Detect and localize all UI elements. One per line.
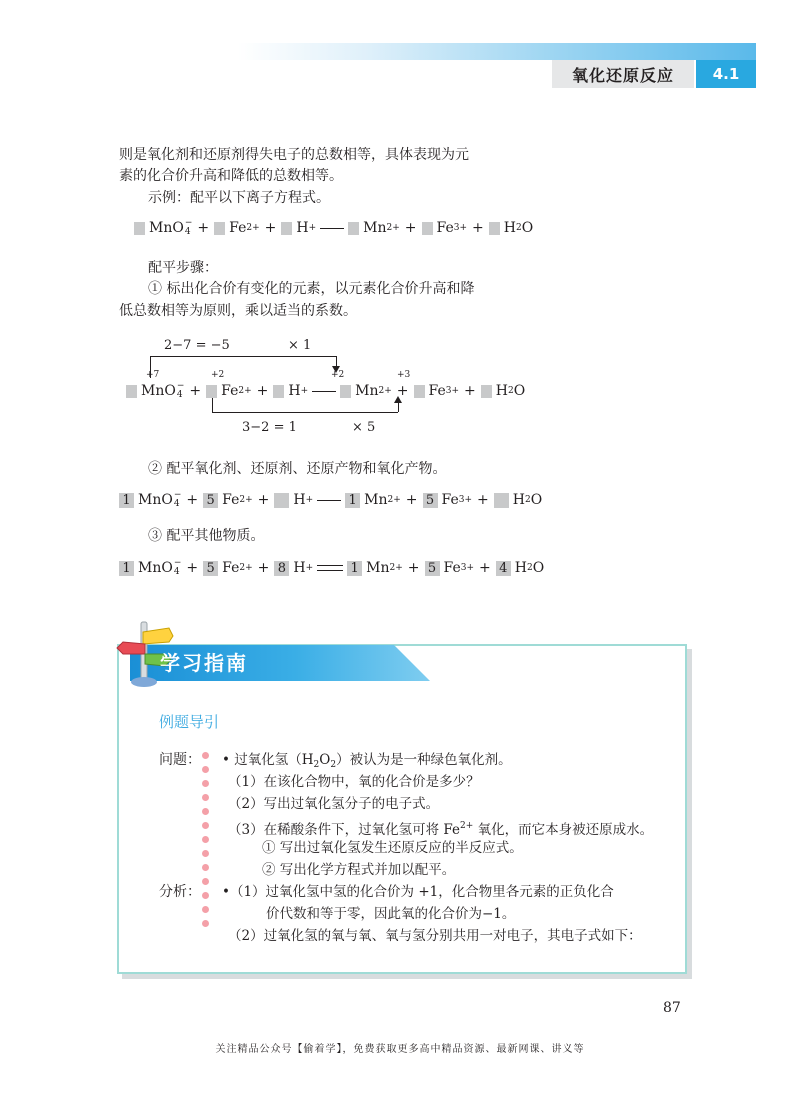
charge: − (184, 218, 193, 228)
charge: + (300, 386, 309, 396)
step2-text: ② 配平氧化剂、还原剂、还原产物和氧化产物。 (148, 461, 447, 477)
plus: + (477, 492, 489, 508)
coef-box (214, 222, 225, 235)
dot (202, 780, 209, 787)
species-mn2: Mn (363, 220, 387, 236)
dot (202, 822, 209, 829)
subscript: 2 (526, 563, 533, 573)
q-intro-a: • 过氧化氢（H (222, 752, 314, 768)
analysis-label: 分析： (159, 884, 201, 900)
fe-multiplier: × 5 (352, 420, 376, 435)
species-h: H (293, 560, 306, 576)
plus: + (197, 220, 210, 236)
question-3-sub-2: ② 写出化学方程式并加以配平。 (262, 862, 456, 878)
species-h2o-o: O (521, 220, 534, 236)
dot (202, 766, 209, 773)
reaction-arrow (320, 228, 344, 229)
coef-box (134, 222, 145, 235)
subscript: 2 (330, 760, 337, 770)
equation-oxidation-states (126, 381, 525, 401)
charge: + (305, 563, 314, 573)
bottom-bracket-right (398, 402, 399, 412)
plus: + (257, 560, 270, 576)
plus: + (396, 383, 409, 399)
species-fe2: Fe (221, 383, 239, 399)
coef-box: 5 (423, 493, 438, 508)
reaction-arrow (317, 500, 341, 501)
charge: 2+ (378, 386, 392, 396)
intro-line-1: 则是氧化剂和还原剂得失电子的总数相等，具体表现为元 (119, 147, 469, 163)
mn-multiplier: × 1 (288, 338, 312, 353)
subscript: 4 (173, 499, 180, 509)
ox-num-mn-right: +2 (331, 370, 345, 380)
section-number (696, 60, 756, 88)
header-gradient-strip (238, 43, 756, 60)
example-label: 示例：配平以下离子方程式。 (148, 190, 330, 206)
coef-box (274, 493, 289, 508)
coef-box (126, 385, 137, 398)
plus: + (256, 383, 269, 399)
charge: 2+ (246, 223, 260, 233)
charge: 2+ (389, 563, 403, 573)
charge: − (173, 558, 182, 568)
bottom-bracket-bar (212, 412, 398, 413)
guide-subtitle: 例题导引 (159, 713, 220, 731)
analysis-1-line-1: •（1）过氧化氢中氢的化合价为 +1，化合物里各元素的正负化合 (222, 884, 614, 900)
coef-box: 5 (203, 561, 218, 576)
coef-box (422, 222, 433, 235)
subscript: 2 (524, 495, 531, 505)
coef-box (414, 385, 425, 398)
charge: 3+ (453, 223, 468, 233)
coef-box (494, 493, 509, 508)
question-3 (228, 816, 653, 840)
mno4-supsub (174, 491, 182, 509)
charge: 2+ (238, 386, 252, 396)
plus: + (257, 492, 270, 508)
equation-unbalanced (134, 218, 533, 238)
subscript: 4 (176, 390, 183, 400)
plus: + (186, 560, 199, 576)
dot (202, 752, 209, 759)
dot-column (202, 752, 210, 934)
plus: + (479, 560, 491, 576)
chapter-title (552, 60, 694, 88)
footer-note: 关注精品公众号【偷着学】，免费获取更多高中精品资源、最新网课、讲义等 (215, 1044, 585, 1055)
species-h2o: H (512, 492, 525, 508)
species-mn2: Mn (355, 383, 379, 399)
question-2: （2）写出过氧化氢分子的电子式。 (228, 796, 440, 812)
step1-line-1: ① 标出化合价有变化的元素，以元素化合价升高和降 (148, 281, 475, 297)
dot (202, 864, 209, 871)
coef-box (340, 385, 351, 398)
species-h: H (296, 220, 309, 236)
mno4-supsub (174, 559, 182, 577)
subscript: 2 (515, 223, 522, 233)
subscript: 2 (507, 386, 514, 396)
ox-num-fe-left: +2 (211, 370, 225, 380)
section-number-text: 4.1 (712, 65, 740, 83)
species-h2o-o: O (513, 383, 526, 399)
equals-arrow (317, 565, 343, 571)
coef-box (281, 222, 292, 235)
species-mn2: Mn (364, 492, 388, 508)
chapter-title-text: 氧化还原反应 (571, 65, 674, 85)
bottom-bracket-left (212, 398, 213, 412)
coef-box: 5 (203, 493, 218, 508)
analysis-1-line-2: 价代数和等于零，因此氧的化合价为−1。 (266, 906, 516, 922)
charge: 2+ (386, 223, 400, 233)
subscript: 4 (173, 567, 180, 577)
charge: 2+ (239, 495, 253, 505)
coef-box: 5 (425, 561, 440, 576)
plus: + (189, 383, 202, 399)
plus: + (404, 220, 417, 236)
species-fe2: Fe (222, 492, 240, 508)
species-fe2: Fe (222, 560, 240, 576)
charge: + (305, 495, 314, 505)
coef-box: 1 (119, 493, 134, 508)
species-fe3: Fe (443, 560, 461, 576)
steps-title: 配平步骤： (148, 260, 218, 276)
question-label: 问题： (159, 752, 201, 768)
mno4-supsub (185, 219, 193, 237)
dot (202, 878, 209, 885)
species-mn2: Mn (366, 560, 390, 576)
subscript: 2 (313, 760, 320, 770)
dot (202, 794, 209, 801)
charge: 2+ (387, 495, 401, 505)
coef-box (489, 222, 500, 235)
charge: + (308, 223, 317, 233)
coef-box: 4 (496, 561, 511, 576)
dot (202, 836, 209, 843)
charge: 3+ (460, 563, 475, 573)
ox-num-mn-left: +7 (146, 370, 160, 380)
charge: − (176, 381, 185, 391)
charge: 2+ (239, 563, 253, 573)
step3-text: ③ 配平其他物质。 (148, 528, 265, 544)
page-number: 87 (663, 1000, 681, 1016)
coef-box (481, 385, 492, 398)
arrow-up-icon (394, 396, 402, 403)
charge: 3+ (445, 386, 460, 396)
reaction-arrow (312, 391, 336, 392)
charge: − (173, 490, 182, 500)
plus: + (464, 383, 476, 399)
species-h2o: H (495, 383, 508, 399)
species-fe2: Fe (229, 220, 247, 236)
dot (202, 920, 209, 927)
question-1: （1）在该化合物中，氧的化合价是多少？ (228, 774, 480, 790)
step1-line-2: 低总数相等为原则，乘以适当的系数。 (119, 303, 357, 319)
analysis-2: （2）过氧化氢的氧与氧、氧与氢分别共用一对电子，其电子式如下： (228, 928, 642, 944)
species-h2o: H (503, 220, 516, 236)
coef-box (273, 385, 284, 398)
subscript: 4 (184, 227, 191, 237)
species-mno4: MnO (138, 492, 173, 508)
species-fe3: Fe (428, 383, 446, 399)
species-h2o: H (514, 560, 527, 576)
coef-box (348, 222, 359, 235)
species-mno4: MnO (138, 560, 173, 576)
species-mno4: MnO (149, 220, 184, 236)
plus: + (405, 492, 418, 508)
species-h2o-o: O (530, 492, 543, 508)
q-intro-c: ）被认为是一种绿色氧化剂。 (336, 752, 512, 768)
species-fe3: Fe (436, 220, 454, 236)
coef-box: 8 (274, 561, 289, 576)
q3-b: 氧化，而它本身被还原成水。 (473, 822, 654, 838)
coef-box: 1 (119, 561, 134, 576)
fe-change-label: 3−2 = 1 (242, 420, 297, 435)
top-bracket-bar (150, 356, 336, 357)
dot (202, 892, 209, 899)
q-intro-b: O (319, 752, 331, 768)
dot (202, 906, 209, 913)
ox-num-fe-right: +3 (397, 370, 411, 380)
dot (202, 850, 209, 857)
mn-change-label: 2−7 = −5 (164, 338, 230, 353)
species-mno4: MnO (141, 383, 176, 399)
equation-balanced (119, 558, 544, 578)
coef-box: 1 (345, 493, 360, 508)
species-fe3: Fe (441, 492, 459, 508)
charge: 2+ (460, 821, 474, 831)
q3-a: （3）在稀酸条件下，过氧化氢可将 Fe (228, 822, 460, 838)
mno4-supsub (177, 382, 185, 400)
plus: + (264, 220, 277, 236)
intro-line-2: 素的化合价升高和降低的总数相等。 (119, 168, 343, 184)
species-h2o-o: O (532, 560, 545, 576)
dot (202, 808, 209, 815)
question-3-sub-1: ① 写出过氧化氢发生还原反应的半反应式。 (262, 840, 523, 856)
charge: 3+ (458, 495, 473, 505)
plus: + (472, 220, 484, 236)
species-h: H (293, 492, 306, 508)
plus: + (407, 560, 420, 576)
guide-banner-title: 学习指南 (160, 651, 248, 675)
species-h: H (288, 383, 301, 399)
coef-box: 1 (347, 561, 362, 576)
equation-step2 (119, 490, 542, 510)
coef-box (206, 385, 217, 398)
plus: + (186, 492, 199, 508)
